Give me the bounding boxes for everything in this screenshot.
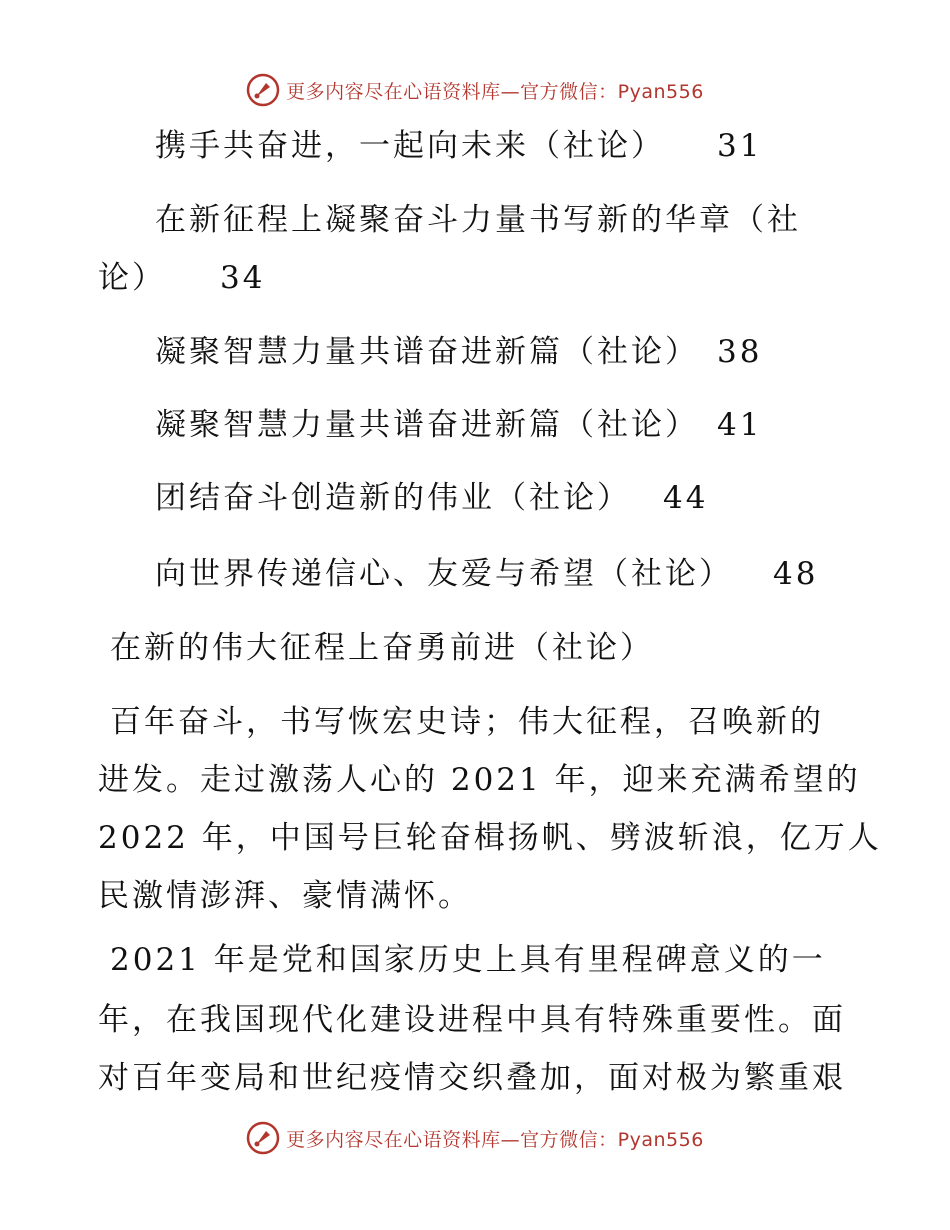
toc-entry-5[interactable]	[155, 478, 708, 518]
paragraph-1-line-3: 2022 年，中国号巨轮奋楫扬帆、劈波斩浪，亿万人	[98, 820, 882, 856]
watermark-text: 更多内容尽在心语资料库—官方微信：Pyan556	[286, 1128, 704, 1151]
paragraph-1-line-1: 百年奋斗，书写恢宏史诗；伟大征程，召唤新的	[110, 704, 824, 740]
watermark-text: 更多内容尽在心语资料库—官方微信：Pyan556	[286, 80, 704, 103]
toc-entry-page: 44	[663, 480, 709, 516]
article-heading: 在新的伟大征程上奋勇前进（社论）	[110, 630, 654, 666]
paragraph-1-line-2: 进发。走过激荡人心的 2021 年，迎来充满希望的	[98, 762, 861, 798]
toc-entry-2-line1[interactable]	[155, 200, 801, 240]
watermark-banner-top	[0, 70, 950, 110]
paragraph-2-line-1: 2021 年是党和国家历史上具有里程碑意义的一	[110, 942, 826, 978]
toc-entry-title: 论）	[98, 260, 166, 296]
toc-entry-title: 团结奋斗创造新的伟业（社论）	[155, 480, 631, 516]
toc-entry-page: 31	[717, 128, 763, 164]
toc-entry-title: 在新征程上凝聚奋斗力量书写新的华章（社	[155, 202, 801, 238]
toc-entry-title: 凝聚智慧力量共谱奋进新篇（社论）	[155, 334, 699, 370]
toc-entry-page: 34	[220, 260, 266, 296]
toc-entry-page: 41	[717, 407, 763, 443]
toc-entry-page: 48	[773, 556, 819, 592]
toc-entry-title: 携手共奋进，一起向未来（社论）	[155, 128, 665, 164]
pen-nib-logo-icon	[246, 1121, 280, 1155]
toc-entry-title: 凝聚智慧力量共谱奋进新篇（社论）	[155, 407, 699, 443]
toc-entry-4[interactable]	[155, 405, 762, 445]
toc-entry-title: 向世界传递信心、友爱与希望（社论）	[155, 556, 733, 592]
paragraph-1-line-4: 民激情澎湃、豪情满怀。	[98, 878, 472, 914]
paragraph-2-line-2: 年，在我国现代化建设进程中具有特殊重要性。面	[98, 1002, 846, 1038]
paragraph-2-line-3: 对百年变局和世纪疫情交织叠加，面对极为繁重艰	[98, 1060, 846, 1096]
toc-entry-6[interactable]	[155, 554, 818, 594]
toc-entry-1[interactable]	[155, 126, 762, 166]
watermark-banner-bottom	[0, 1118, 950, 1158]
pen-nib-logo-icon	[246, 73, 280, 107]
toc-entry-3[interactable]	[155, 332, 762, 372]
toc-entry-2-line2[interactable]	[98, 258, 265, 298]
toc-entry-page: 38	[717, 334, 763, 370]
